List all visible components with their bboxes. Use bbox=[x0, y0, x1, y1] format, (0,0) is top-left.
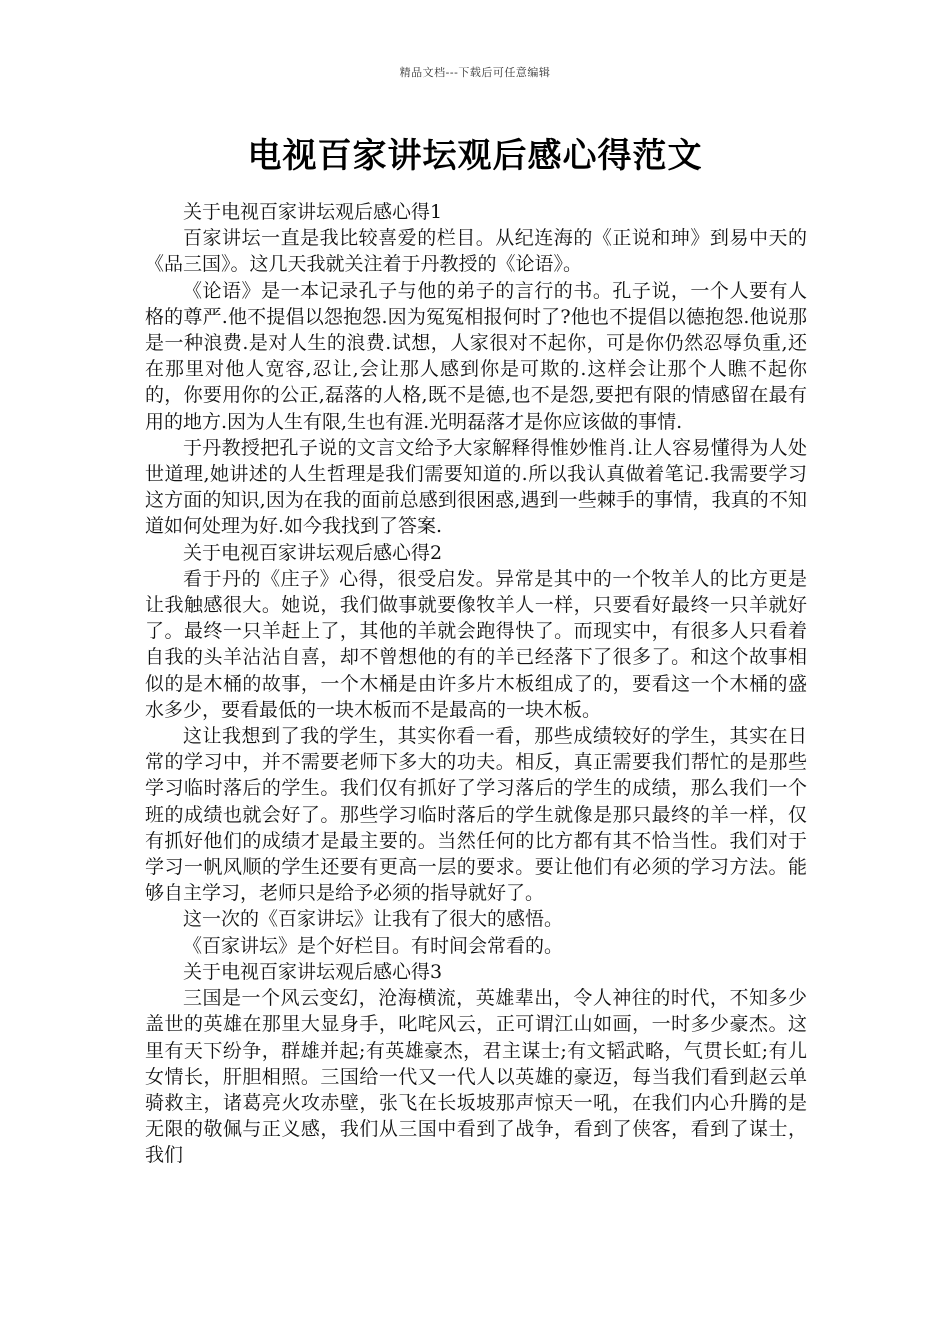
paragraph: 《论语》是一本记录孔子与他的弟子的言行的书。孔子说，一个人要有人格的尊严.他不提倡以怨抱怨.因为冤冤相报何时了?他也不提倡以德抱怨.他说那是一种浪费.是对人生的浪费.试想，人家很对不起你，可是你仍然忍辱负重,还在那里对他人宽容,忍让,会让那人感到你是可欺的.这样会让那个人瞧不起你的，你要用你的公正,磊落的人格,既不是德,也不是怨,要把有限的情感留在最有用的地方.因为人生有限,生也有涯.光明磊落才是你应该做的事情. bbox=[145, 279, 807, 433]
section-heading: 关于电视百家讲坛观后感心得2 bbox=[183, 541, 443, 564]
paragraph: 三国是一个风云变幻，沧海横流，英雄辈出，令人神往的时代，不知多少盖世的英雄在那里大显身手，叱咤风云，正可谓江山如画，一时多少豪杰。这里有天下纷争，群雄并起;有英雄豪杰，君主谋士;有文韬武略，气贯长虹;有儿女情长，肝胆相照。三国给一代又一代人以英雄的豪迈，每当我们看到赵云单骑救主，诸葛亮火攻赤壁，张飞在长坂坡那声惊天一吼，在我们内心升腾的是无限的敬佩与正义感，我们从三国中看到了战争，看到了侠客，看到了谋士，我们 bbox=[145, 987, 807, 1167]
paragraph: 于丹教授把孔子说的文言文给予大家解释得惟妙惟肖.让人容易懂得为人处世道理,她讲述的人生哲理是我们需要知道的.所以我认真做着笔记.我需要学习这方面的知识,因为在我的面前总感到很困惑,遇到一些棘手的事情，我真的不知道如何处理为好.如今我找到了答案. bbox=[145, 436, 807, 538]
section-heading: 关于电视百家讲坛观后感心得1 bbox=[183, 201, 443, 223]
header-note: 精品文档---下载后可任意编辑 bbox=[399, 66, 551, 79]
paragraph: 这一次的《百家讲坛》让我有了很大的感悟。 bbox=[183, 908, 564, 931]
paragraph: 这让我想到了我的学生，其实你看一看，那些成绩较好的学生，其实在日常的学习中，并不需要老师下多大的功夫。相反，真正需要我们帮忙的是那些学习临时落后的学生。我们仅有抓好了学习落后的学生的成绩，那么我们一个班的成绩也就会好了。那些学习临时落后的学生就像是那只最终的羊一样，仅有抓好他们的成绩才是最主要的。当然任何的比方都有其不恰当性。我们对于学习一帆风顺的学生还要有更高一层的要求。要让他们有必须的学习方法。能够自主学习，老师只是给予必须的指导就好了。 bbox=[145, 725, 807, 905]
paragraph: 看于丹的《庄子》心得，很受启发。异常是其中的一个牧羊人的比方更是让我触感很大。她说，我们做事就要像牧羊人一样，只要看好最终一只羊就好了。最终一只羊赶上了，其他的羊就会跑得快了。而现实中，有很多人只看着自我的头羊沾沾自喜，却不曾想他的有的羊已经落下了很多了。和这个故事相似的是木桶的故事，一个木桶是由许多片木板组成了的，要看这一个木桶的盛水多少，要看最低的一块木板而不是最高的一块木板。 bbox=[145, 567, 807, 721]
paragraph: 百家讲坛一直是我比较喜爱的栏目。从纪连海的《正说和珅》到易中天的《品三国》。这几天我就关注着于丹教授的《论语》。 bbox=[145, 227, 807, 276]
document-body bbox=[145, 199, 807, 1169]
paragraph: 《百家讲坛》是个好栏目。有时间会常看的。 bbox=[183, 934, 564, 957]
section-heading: 关于电视百家讲坛观后感心得3 bbox=[183, 960, 443, 983]
document-title: 电视百家讲坛观后感心得范文 bbox=[247, 136, 703, 176]
